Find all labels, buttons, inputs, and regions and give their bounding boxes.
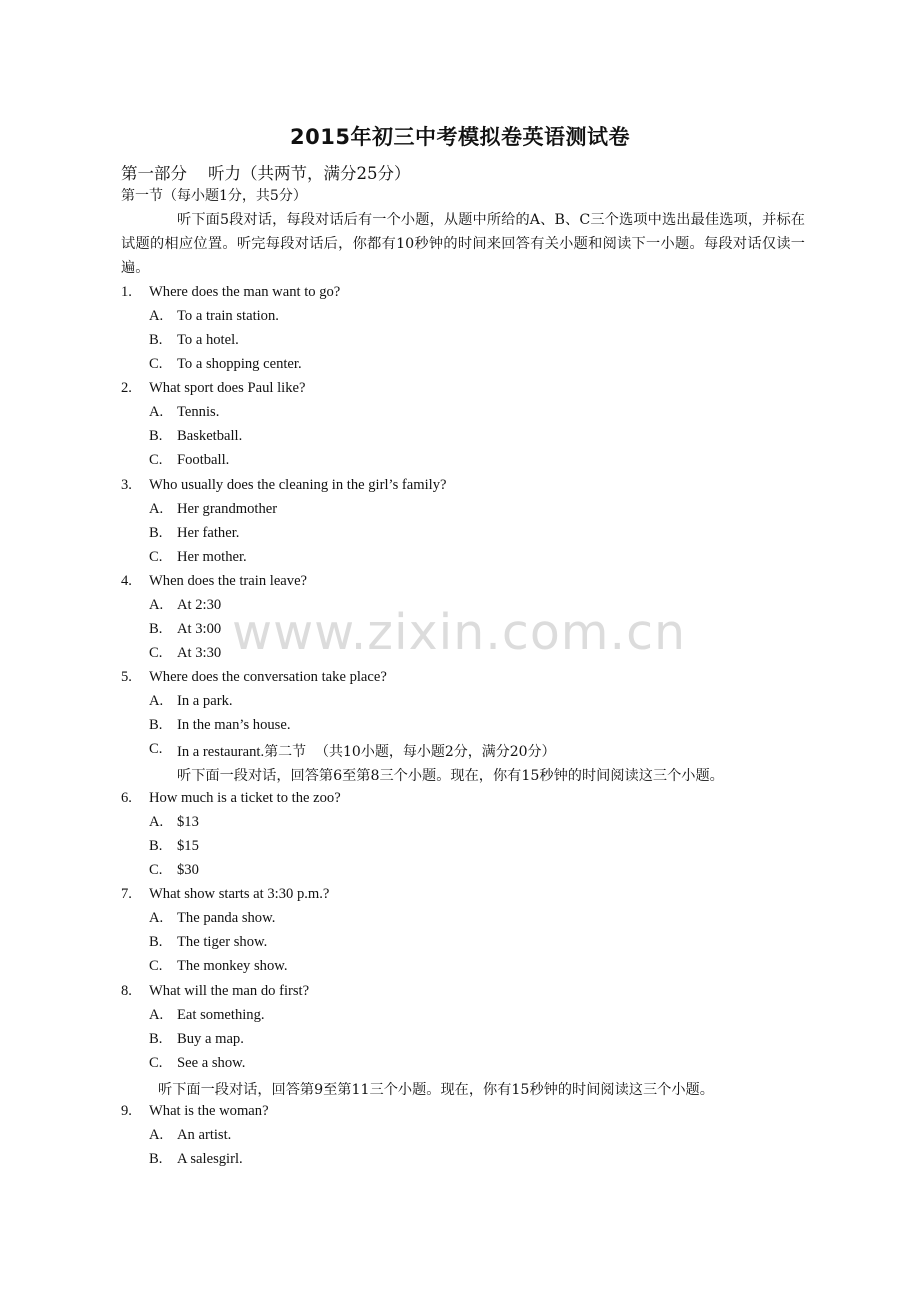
option-text: At 2:30 [177,597,222,613]
option-text [177,741,556,761]
option-text: In a park. [177,693,233,709]
option-letter: A. [149,597,164,613]
instructions-6-8: 听下面一段对话，回答第6至第8三个小题。现在，你有15秒钟的时间阅读这三个小题。 [177,768,724,784]
option-letter: A. [149,1127,164,1143]
option-letter: A. [149,501,164,517]
option-text: To a shopping center. [177,356,302,372]
option-text: Buy a map. [177,1031,244,1047]
option-letter: A. [149,308,164,324]
option-letter: A. [149,404,164,420]
option-text: Football. [177,452,230,468]
option-letter: B. [149,525,163,541]
option-text: $15 [177,838,199,854]
question-number: 8. [121,983,132,999]
question-text: What will the man do first? [149,983,310,999]
option-text: To a train station. [177,308,279,324]
option-letter: C. [149,549,163,565]
question-text: Where does the conversation take place? [149,669,387,685]
option-letter: B. [149,934,163,950]
option-letter: C. [149,356,163,372]
page-title: 2015年初三中考模拟卷英语测试卷 [290,125,630,149]
part-heading: 第一部分 听力（共两节，满分25分） [121,164,411,183]
option-letter: A. [149,1007,164,1023]
option-letter: B. [149,717,163,733]
question-number: 9. [121,1103,132,1119]
option-letter: C. [149,862,163,878]
question-text: When does the train leave? [149,573,308,589]
question-number: 2. [121,380,132,396]
question-number: 6. [121,790,132,806]
option-text: Her father. [177,525,240,541]
question-number: 1. [121,284,132,300]
question-text: Where does the man want to go? [149,284,341,300]
section1-instructions: 听下面5段对话，每段对话后有一个小题，从题中所给的A、B、C三个选项中选出最佳选项，并标在试题的相应位置。听完每段对话后，你都有10秒钟的时间来回答有关小题和阅读下一小题。每段对话仅读一遍。 [121,212,805,277]
question-number: 4. [121,573,132,589]
option-letter: C. [149,645,163,661]
section1-heading: 第一节（每小题1分，共5分） [121,188,307,204]
option-letter: C. [149,1055,163,1071]
option-text: The monkey show. [177,958,288,974]
option-letter: B. [149,621,163,637]
question-text: How much is a ticket to the zoo? [149,790,341,806]
question-text: What show starts at 3:30 p.m.? [149,886,330,902]
watermark: www.zixin.com.cn [232,604,687,661]
option-text: Basketball. [177,428,243,444]
option-text: Her grandmother [177,501,278,517]
option-letter: B. [149,1031,163,1047]
option-letter: B. [149,1151,163,1167]
option-text: An artist. [177,1127,232,1143]
option-text: The panda show. [177,910,276,926]
question-text: Who usually does the cleaning in the girl’s family? [149,477,447,493]
instructions-9-11: 听下面一段对话，回答第9至第11三个小题。现在，你有15秒钟的时间阅读这三个小题。 [158,1082,714,1098]
option-letter: C. [149,958,163,974]
option-text: $13 [177,814,199,830]
option-letter: B. [149,332,163,348]
section2-heading: 第二节 （共10小题，每小题2分，满分20分） [264,744,556,760]
option-text: A salesgirl. [177,1151,243,1167]
question-text: What sport does Paul like? [149,380,306,396]
question-number: 7. [121,886,132,902]
option-text-value: In a restaurant. [177,744,265,760]
option-text: At 3:30 [177,645,222,661]
option-letter: A. [149,814,164,830]
option-text: Eat something. [177,1007,265,1023]
option-letter: C. [149,452,163,468]
option-letter: B. [149,838,163,854]
option-letter: A. [149,693,164,709]
option-letter: C. [149,741,163,757]
option-letter: B. [149,428,163,444]
option-text: At 3:00 [177,621,222,637]
option-text: See a show. [177,1055,246,1071]
question-number: 3. [121,477,132,493]
option-text: To a hotel. [177,332,239,348]
option-text: The tiger show. [177,934,268,950]
option-text: Her mother. [177,549,247,565]
option-text: Tennis. [177,404,220,420]
option-letter: A. [149,910,164,926]
option-text: In the man’s house. [177,717,291,733]
question-number: 5. [121,669,132,685]
question-text: What is the woman? [149,1103,269,1119]
option-text: $30 [177,862,199,878]
